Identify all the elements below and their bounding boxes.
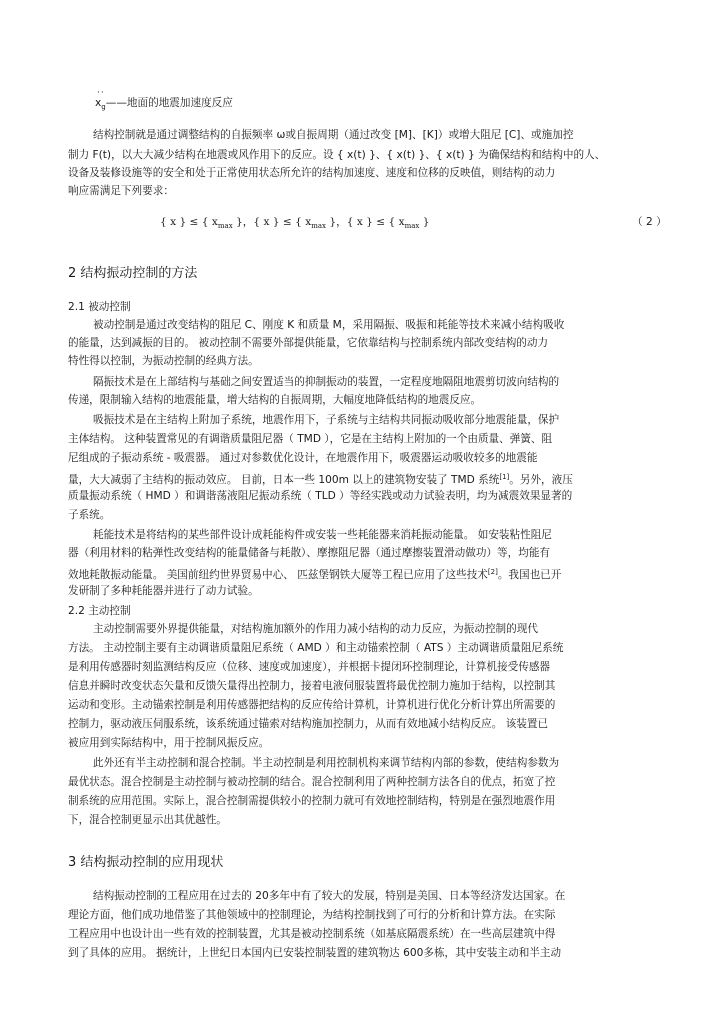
intro-line: 制力 F(t)，以大大减少结构在地震或风作用下的反应。设 { x(t) }、{ x(t) }、{ x(t) } 为确保结构和结构中的人、 <box>68 149 606 161</box>
body-line: 主动控制需要外界提供能量，对结构施加额外的作用力减小结构的动力反应，为振动控制的现代 <box>93 623 538 635</box>
symbol-x: x <box>95 97 102 109</box>
body-line: 结构振动控制的工程应用在过去的 20多年中有了较大的发展，特别是美国、日本等经济发达国家。在 <box>93 890 566 902</box>
citation-ref: [2] <box>487 568 498 576</box>
body-line: 吸振技术是在主结构上附加子系统，地震作用下，子系统与主结构共同振动吸收部分地震能量，保护 <box>93 414 560 426</box>
formula-part: }，{ x } ≤ { x <box>232 216 312 228</box>
body-line: 运动和变形。主动锚索控制是利用传感器把结构的反应传给计算机，计算机进行优化分析计算出所需要的 <box>68 699 556 711</box>
formula-part: }，{ x } ≤ { x <box>326 216 405 228</box>
body-line: 控制力，驱动液压伺服系统，该系统通过锚索对结构施加控制力，从而有效地减小结构反应。 该装置已 <box>68 718 549 730</box>
intro-line: 结构控制就是通过调整结构的自振频率 ω或自振周期（通过改变 [M]、[K]）或增大阻尼 [C]、或施加控 <box>93 129 574 141</box>
body-text: 量，大大减弱了主结构的振动效应。 目前，日本一些 100m 以上的建筑物安装了 TMD 系统 <box>68 474 500 486</box>
formula-sub: max <box>404 222 420 230</box>
body-line: 制系统的应用范围。实际上，混合控制需提供较小的控制力就可有效地控制结构，特别是在强烈地震作用 <box>68 795 556 807</box>
body-line: 耗能技术是将结构的某些部件设计成耗能构件或安装一些耗能器来消耗振动能量。 如安装粘性阻尼 <box>93 529 552 541</box>
body-line: 传递，限制输入结构的地震能量，增大结构的自振周期，大幅度地降低结构的地震反应。 <box>68 394 482 406</box>
body-line: 被动控制是通过改变结构的阻尼 C、刚度 K 和质量 M，采用隔振、吸振和耗能等技术来减小结构吸收 <box>93 319 565 331</box>
body-line: 的能量，达到减振的目的。 被动控制不需要外部提供能量，它依靠结构与控制系统内部改变结构的动力 <box>68 337 549 349</box>
symbol-subscript: g <box>101 103 106 111</box>
body-line <box>68 565 658 582</box>
body-line: 方法。 主动控制主要有主动调谐质量阻尼系统（ AMD ）和主动锚索控制（ ATS ）主动调谐质量阻尼系统 <box>68 642 564 654</box>
section-heading: 2 结构振动控制的方法 <box>68 266 198 281</box>
section-heading: 3 结构振动控制的应用现状 <box>68 855 224 870</box>
intro-line: 响应需满足下列要求： <box>68 185 174 197</box>
symbol-definition <box>95 88 233 111</box>
body-line: 下，混合控制更显示出其优越性。 <box>68 814 227 826</box>
body-text: 。另外，液压 <box>509 474 573 486</box>
intro-line: 设备及装修设施等的安全和处于正常使用状态所允许的结构加速度、速度和位移的反映值，则结构的动力 <box>68 167 556 179</box>
body-text: 。我国也已开 <box>497 569 562 581</box>
body-line: 尼组成的子振动系统 - 吸震器。 通过对参数优化设计，在地震作用下，吸震器运动吸收较多的地震能 <box>68 452 538 464</box>
formula-sub: max <box>217 222 233 230</box>
subsection-heading: 2.2 主动控制 <box>68 605 131 617</box>
body-line: 信息并瞬时改变状态矢量和反馈矢量得出控制力，接着电液伺服装置将最优控制力施加于结构，以控制其 <box>68 680 556 692</box>
body-line: 主体结构。 这种装置常见的有调谐质量阻尼器（ TMD ），它是在主结构上附加的一个由质量、弹簧、阻 <box>68 433 553 445</box>
formula-part: { x } ≤ { x <box>160 216 218 228</box>
body-line: 是利用传感器时刻监测结构反应（位移、速度或加速度），并根据卡提闭环控制理论，计算机接受传感器 <box>68 661 551 673</box>
body-line: 特性得以控制，为振动控制的经典方法。 <box>68 355 259 367</box>
formula-sub: max <box>311 222 327 230</box>
body-line: 质量振动系统（ HMD ）和调谐荡液阻尼振动系统（ TLD ）等经实践或动力试验表明，均为减震效果显著的 <box>68 490 573 502</box>
equation-number: （ 2 ） <box>632 216 667 228</box>
body-line: 器（利用材料的粘弹性改变结构的能量储备与耗散）、摩擦阻尼器（通过摩擦装置滑动做功）等，均能有 <box>68 547 551 559</box>
response-formula <box>160 214 429 230</box>
body-line: 发研制了多种耗能器并进行了动力试验。 <box>68 585 259 597</box>
body-text: 效地耗散振动能量。 美国前纽约世界贸易中心、 匹兹堡钢铁大厦等工程已应用了这些技术 <box>68 569 488 581</box>
body-line: 工程应用中也设计出一些有效的控制装置，尤其是被动控制系统（如基底隔震系统）在一些高层建筑中得 <box>68 928 556 940</box>
symbol-description: ——地面的地震加速度反应 <box>105 97 233 109</box>
formula-part: } <box>419 216 430 228</box>
body-line: 子系统。 <box>68 509 111 521</box>
body-line: 到了具体的应用。 据统计，上世纪日本国内已安装控制装置的建筑物达 600多栋，其中安装主动和半主动 <box>68 947 562 959</box>
body-line: 理论方面，他们成功地借鉴了其他领域中的控制理论，为结构控制找到了可行的分析和计算方法。在实际 <box>68 909 556 921</box>
double-dot-accent: ·· <box>97 88 105 98</box>
body-line <box>68 470 658 487</box>
body-line: 隔振技术是在上部结构与基础之间安置适当的抑制振动的装置，一定程度地隔阻地震剪切波向结构的 <box>93 376 560 388</box>
subsection-heading: 2.1 被动控制 <box>68 301 131 313</box>
citation-ref: [1] <box>499 473 510 481</box>
body-line: 最优状态。混合控制是主动控制与被动控制的结合。混合控制利用了两种控制方法各自的优点，拓宽了控 <box>68 776 556 788</box>
body-line: 被应用到实际结构中，用于控制风振反应。 <box>68 737 270 749</box>
body-line: 此外还有半主动控制和混合控制。半主动控制是利用控制机构来调节结构内部的参数，使结构参数为 <box>93 757 560 769</box>
